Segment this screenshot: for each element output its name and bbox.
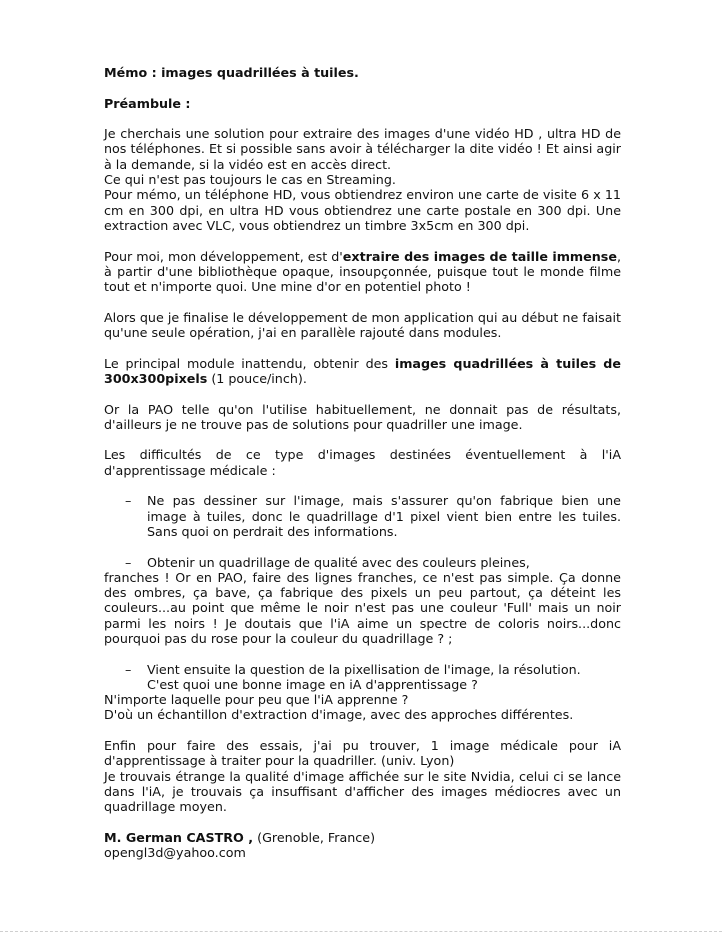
- preamble-heading: Préambule :: [104, 95, 191, 111]
- paragraph-development: [104, 249, 621, 295]
- paragraph-nvidia: Je trouvais étrange la qualité d'image affichée sur le site Nvidia, celui ci se lance dans l'iA, je trouvais ça insuffisant d'afficher des images médiocres avec un quadrillage moyen.: [104, 768, 621, 815]
- author-location: (Grenoble, France): [253, 829, 376, 845]
- memo-document: [104, 65, 621, 860]
- bullet-dash: –: [125, 661, 132, 677]
- author-name: M. German CASTRO ,: [104, 829, 254, 845]
- paragraph-pao: Or la PAO telle qu'on l'utilise habituellement, ne donnait pas de résultats, d'ailleurs je ne trouve pas de solutions pour quadriller une image.: [104, 401, 621, 432]
- list-item-text: C'est quoi une bonne image en iA d'apprentissage ?: [147, 676, 478, 692]
- emphasis: images quadrillées à tuiles de 300x300pixels: [104, 355, 621, 386]
- paragraph-question: N'importe laquelle pour peu que l'iA apprenne ?: [104, 692, 409, 708]
- paragraph-intro: Je cherchais une solution pour extraire des images d'une vidéo HD , ultra HD de nos téléphones. Et si possible sans avoir à télécharger la dite vidéo ! Et ainsi agir à la demande, si la vidéo est en accès direct.: [104, 126, 621, 172]
- emphasis: extraire des images de taille immense: [342, 248, 617, 264]
- paragraph-resolution: Pour mémo, un téléphone HD, vous obtiendrez environ une carte de visite 6 x 11 cm en 300 dpi, en ultra HD vous obtiendrez une carte postale en 300 dpi. Une extraction avec VLC, vous obtiendrez un timbre 3x5cm en 300 dpi.: [104, 187, 621, 233]
- list-item-continuation: franches ! Or en PAO, faire des lignes franches, ce n'est pas simple. Ça donne des ombres, ça bave, ça fabrique des pixels un peu partout, ça déteint les couleurs...au point que même le noir n'est pas une couleur 'Full' mais un noir parmi les noirs ! Je doutais que l'iA aime un spectre de coloris noirs...donc pourquoi pas du rose pour la couleur du quadrillage ? ;: [104, 569, 621, 646]
- text: (1 pouce/inch).: [207, 370, 307, 386]
- paragraph-modules: Alors que je finalise le développement de mon application qui au début ne faisait qu'une seule opération, j'ai en parallèle rajouté dans modules.: [104, 309, 621, 341]
- list-item: [104, 493, 621, 539]
- paragraph-tests: Enfin pour faire des essais, j'ai pu trouver, 1 image médicale pour iA d'apprentissage à traiter pour la quadriller. (univ. Lyon): [104, 738, 621, 769]
- paragraph-streaming: Ce qui n'est pas toujours le cas en Streaming.: [104, 172, 396, 188]
- author-email: opengl3d@yahoo.com: [104, 845, 246, 861]
- list-item: [104, 555, 621, 570]
- paragraph-main-module: [104, 356, 621, 387]
- memo-title: Mémo : images quadrillées à tuiles.: [104, 65, 359, 80]
- text: Le principal module inattendu, obtenir des: [104, 355, 395, 371]
- list-item-text: Ne pas dessiner sur l'image, mais s'assurer qu'on fabrique bien une image à tuiles, donc le quadrillage d'1 pixel vient bien entre les tuiles. Sans quoi on perdrait des informations.: [147, 493, 621, 539]
- page-bottom-border: [0, 931, 722, 932]
- bullet-dash: –: [125, 554, 132, 570]
- paragraph-sample: D'où un échantillon d'extraction d'image, avec des approches différentes.: [104, 707, 574, 723]
- signature: [104, 830, 621, 845]
- list-item-text: Vient ensuite la question de la pixellisation de l'image, la résolution.: [147, 661, 581, 677]
- list-item-line: [104, 677, 621, 692]
- list-item: [104, 662, 621, 677]
- list-item-text: Obtenir un quadrillage de qualité avec des couleurs pleines,: [147, 554, 530, 570]
- text: Pour moi, mon développement, est d': [104, 248, 343, 264]
- text: , à partir d'une bibliothèque opaque, insoupçonnée, puisque tout le monde filme tout et n'importe quoi. Une mine d'or en potentiel photo !: [104, 248, 621, 295]
- bullet-dash: –: [125, 493, 132, 509]
- paragraph-difficulties: Les difficultés de ce type d'images destinées éventuellement à l'iA d'apprentissage médicale :: [104, 447, 621, 478]
